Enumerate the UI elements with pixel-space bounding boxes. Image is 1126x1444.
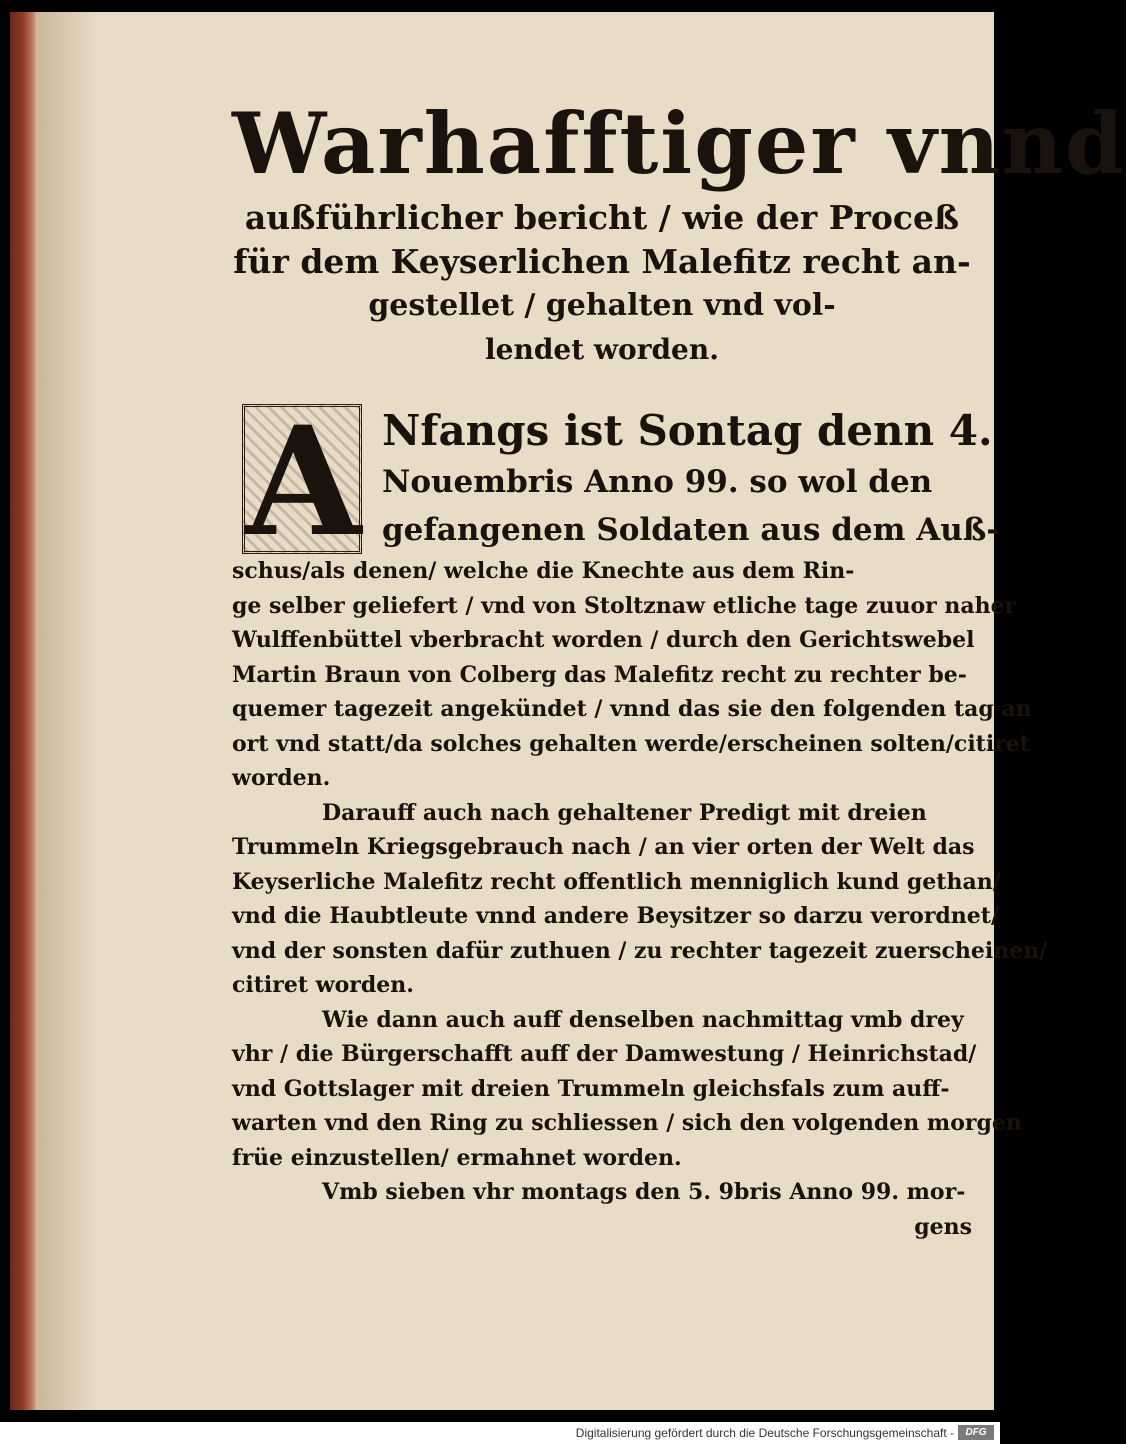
text-line: Wulffenbüttel vberbracht worden / durch den Gerichtswebel (232, 627, 975, 653)
title-line: außführlicher bericht / wie der Proceß (244, 198, 960, 237)
text-line: früe einzustellen/ ermahnet worden. (232, 1144, 682, 1171)
text-line: vnd der sonsten dafür zuthuen / zu rechter tagezeit zuerscheinen/ (232, 937, 1048, 964)
text-block (232, 92, 1126, 1240)
text-line: Darauff auch nach gehaltener Predigt mit dreien (322, 799, 927, 826)
body-text (232, 554, 1048, 1244)
opening-line: gefangenen Soldaten aus dem Auß- (382, 512, 1000, 548)
text-line: vnd die Haubtleute vnnd andere Beysitzer so darzu verordnet/ (232, 903, 999, 929)
text-line: Wie dann auch auff denselben nachmittag vmb drey (322, 1006, 964, 1033)
text-line: schus/als denen/ welche die Knechte aus dem Rin- (232, 558, 855, 584)
text-line: Martin Braun von Colberg das Malefitz recht zu rechter be- (232, 661, 967, 688)
catchword: gens (914, 1213, 972, 1240)
opening-paragraph (242, 394, 1000, 570)
gutter-shadow (38, 12, 98, 1410)
book-page (10, 12, 1126, 1410)
footer-credit: Digitalisierung gefördert durch die Deutsche Forschungsgemeinschaft - (575, 1426, 954, 1440)
title-line: für dem Keyserlichen Malefitz recht an- (233, 242, 971, 281)
text-line: ort vnd statt/da solches gehalten werde/erscheinen solten/citiret (232, 730, 1030, 757)
footer-bar (0, 1422, 1000, 1444)
opening-line: Nfangs ist Sontag denn 4. (382, 406, 993, 455)
title-line: lendet worden. (485, 333, 719, 366)
title-line: gestellet / gehalten vnd vol- (368, 288, 836, 323)
text-line: worden. (232, 765, 331, 791)
text-line: vnd Gottslager mit dreien Trummeln gleichsfals zum auff- (232, 1075, 950, 1102)
text-line: Keyserliche Malefitz recht offentlich menniglich kund gethan/ (232, 868, 1001, 895)
text-line: warten vnd den Ring zu schliessen / sich den volgenden morgen (232, 1110, 1022, 1136)
dfg-logo: DFG (958, 1425, 994, 1440)
book-binding (10, 12, 38, 1410)
text-line: ge selber geliefert / vnd von Stoltznaw etliche tage zuuor naher (232, 592, 1017, 619)
decorated-initial: A (242, 404, 362, 554)
text-line: vhr / die Bürgerschafft auff der Damwestung / Heinrichstad/ (232, 1041, 977, 1067)
text-line: citiret worden. (232, 972, 414, 998)
opening-line: Nouembris Anno 99. so wol den (382, 464, 933, 500)
text-line: Vmb sieben vhr montags den 5. 9bris Anno 99. mor- (322, 1179, 966, 1205)
text-line: Trummeln Kriegsgebrauch nach / an vier orten der Welt das (232, 834, 975, 860)
page-title: Warhafftiger vnnd (232, 94, 1126, 193)
text-line: quemer tagezeit angekündet / vnnd das sie den folgenden tag an (232, 696, 1032, 722)
